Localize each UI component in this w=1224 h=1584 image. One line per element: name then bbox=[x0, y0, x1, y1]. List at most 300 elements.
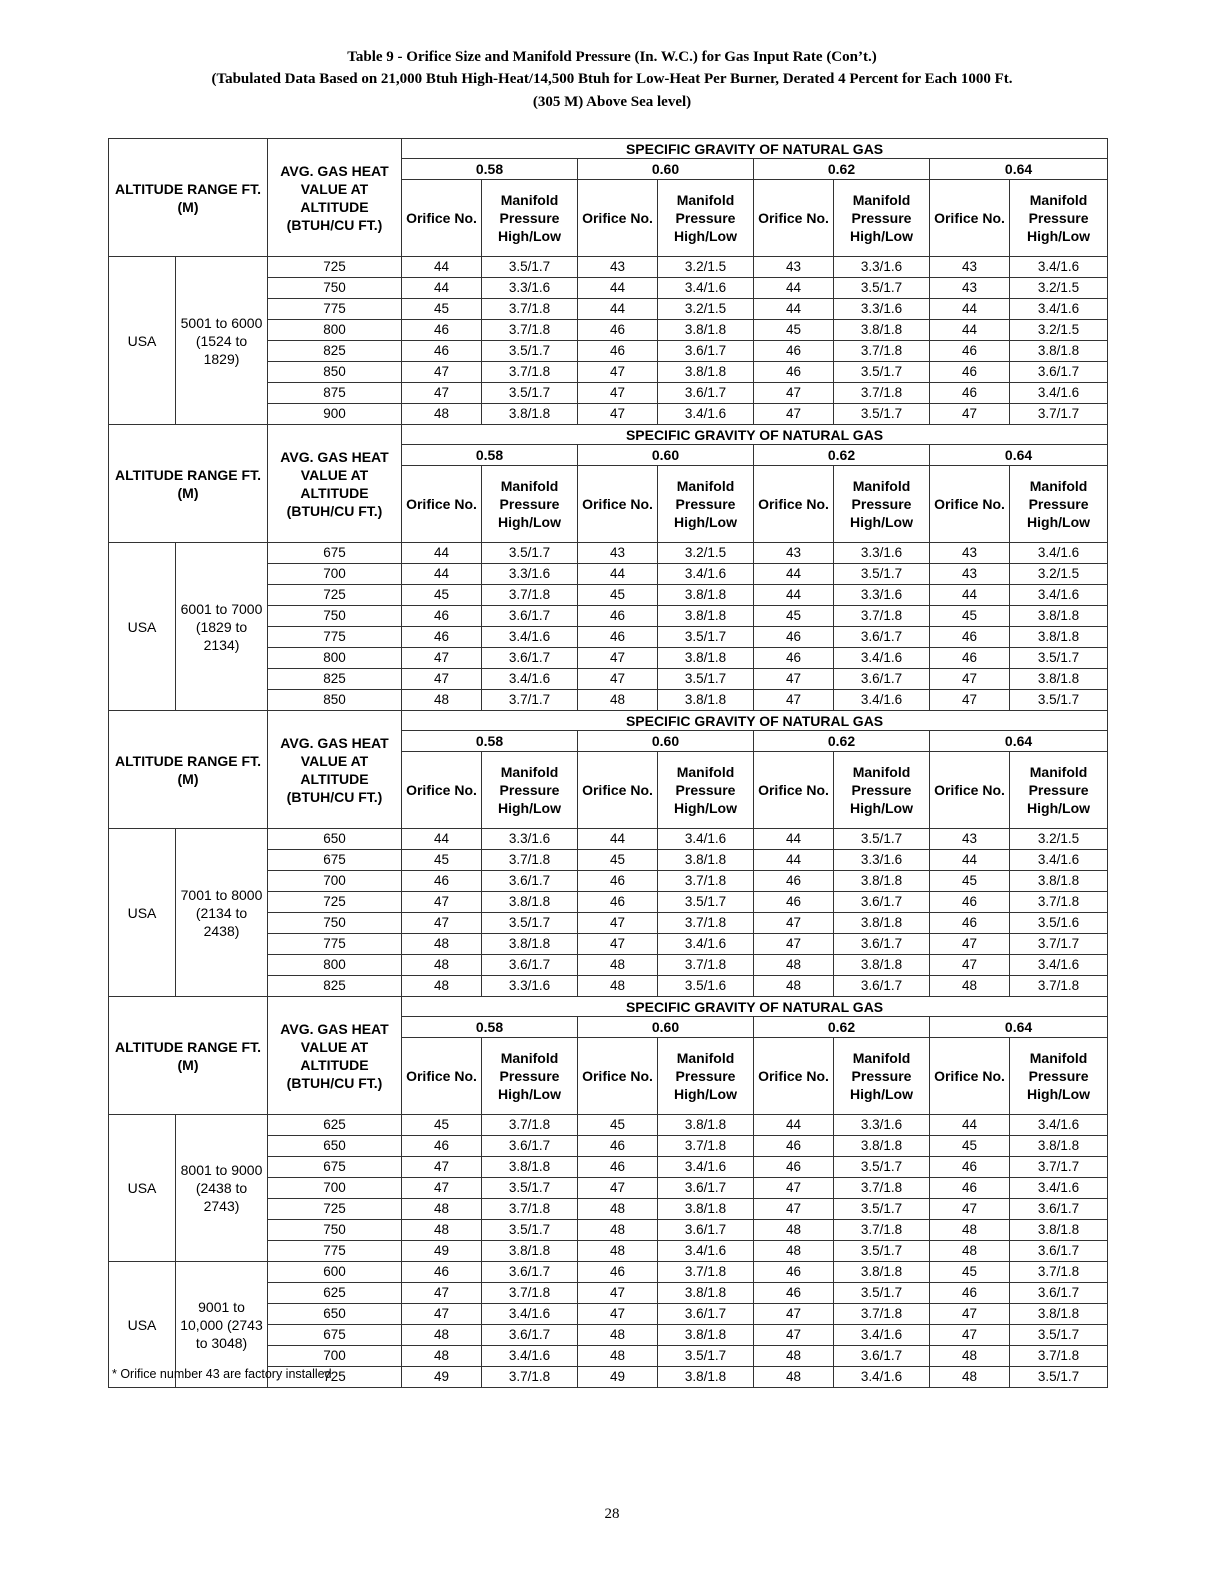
manifold-pressure-cell: 3.5/1.7 bbox=[834, 404, 930, 425]
manifold-pressure-cell: 3.8/1.8 bbox=[658, 850, 754, 871]
manifold-pressure-cell: 3.8/1.8 bbox=[1010, 1136, 1108, 1157]
manifold-pressure-cell: 3.8/1.8 bbox=[1010, 341, 1108, 362]
orifice-cell: 48 bbox=[754, 976, 834, 997]
orifice-cell: 46 bbox=[578, 341, 658, 362]
manifold-pressure-cell: 3.4/1.6 bbox=[482, 1346, 578, 1367]
manifold-pressure-cell: 3.6/1.7 bbox=[658, 341, 754, 362]
gravity-header: 0.62 bbox=[754, 159, 930, 180]
orifice-cell: 48 bbox=[578, 690, 658, 711]
heat-value-cell: 750 bbox=[268, 1220, 402, 1241]
orifice-cell: 48 bbox=[754, 955, 834, 976]
orifice-cell: 47 bbox=[754, 404, 834, 425]
altitude-range-header: ALTITUDE RANGE FT. (M) bbox=[109, 139, 268, 257]
manifold-pressure-cell: 3.7/1.8 bbox=[834, 1220, 930, 1241]
orifice-cell: 48 bbox=[930, 1220, 1010, 1241]
orifice-cell: 43 bbox=[930, 257, 1010, 278]
manifold-pressure-cell: 3.4/1.6 bbox=[834, 690, 930, 711]
orifice-cell: 48 bbox=[930, 976, 1010, 997]
orifice-cell: 47 bbox=[754, 934, 834, 955]
orifice-cell: 48 bbox=[754, 1367, 834, 1388]
altitude-range-header: ALTITUDE RANGE FT. (M) bbox=[109, 425, 268, 543]
manifold-pressure-cell: 3.6/1.7 bbox=[482, 955, 578, 976]
orifice-cell: 43 bbox=[930, 829, 1010, 850]
orifice-cell: 46 bbox=[402, 1262, 482, 1283]
orifice-cell: 46 bbox=[930, 1178, 1010, 1199]
manifold-pressure-cell: 3.7/1.7 bbox=[482, 690, 578, 711]
orifice-cell: 48 bbox=[578, 976, 658, 997]
manifold-pressure-cell: 3.4/1.6 bbox=[658, 404, 754, 425]
orifice-cell: 47 bbox=[930, 1199, 1010, 1220]
manifold-header: Manifold Pressure High/Low bbox=[658, 752, 754, 829]
orifice-cell: 46 bbox=[402, 1136, 482, 1157]
altitude-range-cell: 5001 to 6000 (1524 to 1829) bbox=[176, 257, 268, 425]
manifold-pressure-cell: 3.7/1.8 bbox=[482, 362, 578, 383]
avg-gas-heat-header: AVG. GAS HEAT VALUE AT ALTITUDE (BTUH/CU FT.) bbox=[268, 139, 402, 257]
manifold-pressure-cell: 3.8/1.8 bbox=[658, 585, 754, 606]
manifold-pressure-cell: 3.8/1.8 bbox=[1010, 669, 1108, 690]
header-row bbox=[109, 139, 1108, 159]
manifold-pressure-cell: 3.7/1.8 bbox=[658, 955, 754, 976]
heat-value-cell: 725 bbox=[268, 257, 402, 278]
manifold-pressure-cell: 3.7/1.7 bbox=[1010, 1157, 1108, 1178]
orifice-header: Orifice No. bbox=[754, 752, 834, 829]
heat-value-cell: 850 bbox=[268, 690, 402, 711]
table-subtitle-cont: (305 M) Above Sea level) bbox=[532, 94, 692, 110]
orifice-cell: 46 bbox=[754, 1136, 834, 1157]
manifold-pressure-cell: 3.7/1.8 bbox=[834, 341, 930, 362]
gravity-header: 0.60 bbox=[578, 731, 754, 752]
orifice-cell: 45 bbox=[754, 320, 834, 341]
manifold-pressure-cell: 3.7/1.8 bbox=[1010, 1262, 1108, 1283]
orifice-cell: 46 bbox=[754, 892, 834, 913]
manifold-pressure-cell: 3.8/1.8 bbox=[482, 892, 578, 913]
orifice-cell: 44 bbox=[578, 829, 658, 850]
orifice-header: Orifice No. bbox=[578, 1038, 658, 1115]
specific-gravity-header: SPECIFIC GRAVITY OF NATURAL GAS bbox=[402, 425, 1108, 445]
orifice-cell: 48 bbox=[578, 1325, 658, 1346]
heat-value-cell: 675 bbox=[268, 1325, 402, 1346]
manifold-pressure-cell: 3.5/1.7 bbox=[834, 1283, 930, 1304]
manifold-pressure-cell: 3.4/1.6 bbox=[834, 648, 930, 669]
orifice-cell: 46 bbox=[930, 648, 1010, 669]
orifice-cell: 46 bbox=[578, 1262, 658, 1283]
manifold-pressure-cell: 3.4/1.6 bbox=[1010, 585, 1108, 606]
orifice-cell: 47 bbox=[402, 383, 482, 404]
heat-value-cell: 650 bbox=[268, 1136, 402, 1157]
orifice-cell: 47 bbox=[930, 690, 1010, 711]
manifold-pressure-cell: 3.4/1.6 bbox=[1010, 1178, 1108, 1199]
manifold-pressure-cell: 3.6/1.7 bbox=[834, 892, 930, 913]
manifold-pressure-cell: 3.7/1.8 bbox=[482, 1199, 578, 1220]
orifice-cell: 48 bbox=[402, 1346, 482, 1367]
manifold-pressure-cell: 3.6/1.7 bbox=[1010, 362, 1108, 383]
manifold-pressure-cell: 3.8/1.8 bbox=[658, 1367, 754, 1388]
orifice-cell: 44 bbox=[930, 585, 1010, 606]
manifold-pressure-cell: 3.8/1.8 bbox=[658, 1199, 754, 1220]
orifice-cell: 47 bbox=[578, 404, 658, 425]
gravity-header: 0.58 bbox=[402, 445, 578, 466]
manifold-pressure-cell: 3.6/1.7 bbox=[834, 627, 930, 648]
orifice-cell: 47 bbox=[578, 383, 658, 404]
table-title: Table 9 - Orifice Size and Manifold Pressure (In. W.C.) for Gas Input Rate (Con’t.) bbox=[347, 49, 877, 65]
orifice-cell: 44 bbox=[578, 564, 658, 585]
orifice-cell: 49 bbox=[402, 1241, 482, 1262]
orifice-cell: 48 bbox=[930, 1241, 1010, 1262]
orifice-cell: 48 bbox=[402, 404, 482, 425]
gravity-header: 0.62 bbox=[754, 1017, 930, 1038]
orifice-cell: 44 bbox=[754, 278, 834, 299]
heat-value-cell: 625 bbox=[268, 1115, 402, 1136]
gravity-header: 0.60 bbox=[578, 445, 754, 466]
manifold-header: Manifold Pressure High/Low bbox=[658, 180, 754, 257]
manifold-pressure-cell: 3.5/1.7 bbox=[1010, 690, 1108, 711]
manifold-pressure-cell: 3.5/1.7 bbox=[658, 627, 754, 648]
manifold-pressure-cell: 3.8/1.8 bbox=[658, 1283, 754, 1304]
orifice-cell: 44 bbox=[930, 320, 1010, 341]
orifice-header: Orifice No. bbox=[578, 752, 658, 829]
altitude-range-header: ALTITUDE RANGE FT. (M) bbox=[109, 997, 268, 1115]
manifold-pressure-cell: 3.7/1.8 bbox=[482, 585, 578, 606]
manifold-pressure-cell: 3.4/1.6 bbox=[1010, 850, 1108, 871]
orifice-header: Orifice No. bbox=[754, 466, 834, 543]
orifice-cell: 43 bbox=[578, 543, 658, 564]
manifold-pressure-cell: 3.5/1.7 bbox=[1010, 1367, 1108, 1388]
orifice-cell: 46 bbox=[754, 1262, 834, 1283]
manifold-pressure-cell: 3.8/1.8 bbox=[658, 690, 754, 711]
manifold-pressure-cell: 3.5/1.7 bbox=[658, 669, 754, 690]
orifice-cell: 47 bbox=[578, 362, 658, 383]
altitude-range-cell: 7001 to 8000 (2134 to 2438) bbox=[176, 829, 268, 997]
orifice-cell: 43 bbox=[930, 564, 1010, 585]
manifold-pressure-cell: 3.7/1.7 bbox=[1010, 404, 1108, 425]
gravity-header: 0.64 bbox=[930, 159, 1108, 180]
gravity-header: 0.58 bbox=[402, 159, 578, 180]
manifold-pressure-cell: 3.3/1.6 bbox=[834, 257, 930, 278]
manifold-pressure-cell: 3.4/1.6 bbox=[834, 1325, 930, 1346]
manifold-pressure-cell: 3.6/1.7 bbox=[834, 976, 930, 997]
manifold-pressure-cell: 3.6/1.7 bbox=[482, 1325, 578, 1346]
manifold-pressure-cell: 3.3/1.6 bbox=[482, 829, 578, 850]
manifold-pressure-cell: 3.5/1.7 bbox=[834, 564, 930, 585]
region-cell: USA bbox=[109, 1262, 176, 1388]
heat-value-cell: 800 bbox=[268, 648, 402, 669]
manifold-pressure-cell: 3.6/1.7 bbox=[482, 1136, 578, 1157]
orifice-cell: 46 bbox=[754, 871, 834, 892]
orifice-cell: 46 bbox=[402, 606, 482, 627]
gravity-header: 0.62 bbox=[754, 445, 930, 466]
manifold-pressure-cell: 3.2/1.5 bbox=[1010, 564, 1108, 585]
gravity-header: 0.64 bbox=[930, 445, 1108, 466]
heat-value-cell: 750 bbox=[268, 913, 402, 934]
manifold-pressure-cell: 3.5/1.6 bbox=[1010, 913, 1108, 934]
orifice-cell: 46 bbox=[930, 362, 1010, 383]
manifold-pressure-cell: 3.5/1.7 bbox=[834, 1241, 930, 1262]
orifice-cell: 49 bbox=[578, 1367, 658, 1388]
orifice-cell: 47 bbox=[754, 1199, 834, 1220]
heat-value-cell: 775 bbox=[268, 299, 402, 320]
manifold-pressure-cell: 3.7/1.8 bbox=[1010, 892, 1108, 913]
orifice-cell: 44 bbox=[754, 564, 834, 585]
header-row bbox=[109, 425, 1108, 445]
manifold-pressure-cell: 3.4/1.6 bbox=[658, 278, 754, 299]
orifice-cell: 43 bbox=[754, 257, 834, 278]
region-cell: USA bbox=[109, 829, 176, 997]
orifice-cell: 48 bbox=[754, 1241, 834, 1262]
orifice-cell: 47 bbox=[402, 1283, 482, 1304]
manifold-pressure-cell: 3.6/1.7 bbox=[658, 1304, 754, 1325]
orifice-cell: 48 bbox=[402, 934, 482, 955]
manifold-pressure-cell: 3.8/1.8 bbox=[1010, 1304, 1108, 1325]
orifice-cell: 44 bbox=[578, 299, 658, 320]
table-row bbox=[109, 257, 1108, 278]
orifice-cell: 47 bbox=[402, 362, 482, 383]
gravity-header: 0.60 bbox=[578, 1017, 754, 1038]
manifold-pressure-cell: 3.3/1.6 bbox=[482, 976, 578, 997]
manifold-pressure-cell: 3.5/1.7 bbox=[482, 543, 578, 564]
orifice-cell: 47 bbox=[402, 1178, 482, 1199]
orifice-cell: 47 bbox=[578, 648, 658, 669]
orifice-cell: 46 bbox=[930, 341, 1010, 362]
orifice-cell: 46 bbox=[578, 627, 658, 648]
orifice-cell: 47 bbox=[930, 404, 1010, 425]
specific-gravity-header: SPECIFIC GRAVITY OF NATURAL GAS bbox=[402, 711, 1108, 731]
orifice-header: Orifice No. bbox=[578, 180, 658, 257]
heat-value-cell: 725 bbox=[268, 585, 402, 606]
heat-value-cell: 750 bbox=[268, 606, 402, 627]
page-number: 28 bbox=[604, 1506, 620, 1522]
orifice-cell: 47 bbox=[754, 383, 834, 404]
manifold-pressure-cell: 3.5/1.7 bbox=[482, 913, 578, 934]
orifice-cell: 44 bbox=[754, 850, 834, 871]
altitude-range-cell: 9001 to 10,000 (2743 to 3048) bbox=[176, 1262, 268, 1388]
orifice-cell: 47 bbox=[578, 934, 658, 955]
orifice-cell: 43 bbox=[930, 543, 1010, 564]
heat-value-cell: 700 bbox=[268, 871, 402, 892]
heat-value-cell: 700 bbox=[268, 564, 402, 585]
manifold-pressure-cell: 3.4/1.6 bbox=[1010, 383, 1108, 404]
manifold-pressure-cell: 3.8/1.8 bbox=[834, 1136, 930, 1157]
orifice-cell: 47 bbox=[578, 1304, 658, 1325]
gravity-header: 0.58 bbox=[402, 731, 578, 752]
orifice-cell: 46 bbox=[402, 871, 482, 892]
orifice-cell: 43 bbox=[754, 543, 834, 564]
manifold-pressure-cell: 3.7/1.7 bbox=[1010, 934, 1108, 955]
orifice-cell: 48 bbox=[402, 690, 482, 711]
manifold-pressure-cell: 3.8/1.8 bbox=[658, 320, 754, 341]
manifold-pressure-cell: 3.7/1.8 bbox=[834, 383, 930, 404]
orifice-header: Orifice No. bbox=[578, 466, 658, 543]
manifold-pressure-cell: 3.2/1.5 bbox=[1010, 278, 1108, 299]
manifold-header: Manifold Pressure High/Low bbox=[834, 752, 930, 829]
manifold-pressure-cell: 3.5/1.7 bbox=[482, 1220, 578, 1241]
manifold-pressure-cell: 3.8/1.8 bbox=[658, 1115, 754, 1136]
manifold-pressure-cell: 3.6/1.7 bbox=[834, 669, 930, 690]
heat-value-cell: 775 bbox=[268, 934, 402, 955]
manifold-pressure-cell: 3.8/1.8 bbox=[658, 606, 754, 627]
orifice-cell: 48 bbox=[578, 1220, 658, 1241]
orifice-cell: 48 bbox=[754, 1346, 834, 1367]
orifice-cell: 45 bbox=[402, 299, 482, 320]
orifice-cell: 47 bbox=[578, 1283, 658, 1304]
header-row bbox=[109, 711, 1108, 731]
orifice-cell: 45 bbox=[578, 850, 658, 871]
region-cell: USA bbox=[109, 543, 176, 711]
manifold-pressure-cell: 3.5/1.7 bbox=[834, 1157, 930, 1178]
orifice-cell: 44 bbox=[754, 585, 834, 606]
orifice-header: Orifice No. bbox=[402, 752, 482, 829]
orifice-cell: 45 bbox=[578, 1115, 658, 1136]
manifold-pressure-cell: 3.7/1.8 bbox=[658, 871, 754, 892]
heat-value-cell: 800 bbox=[268, 320, 402, 341]
manifold-pressure-cell: 3.8/1.8 bbox=[1010, 606, 1108, 627]
heat-value-cell: 675 bbox=[268, 850, 402, 871]
manifold-header: Manifold Pressure High/Low bbox=[1010, 752, 1108, 829]
manifold-pressure-cell: 3.5/1.7 bbox=[658, 892, 754, 913]
orifice-cell: 44 bbox=[754, 299, 834, 320]
orifice-header: Orifice No. bbox=[930, 180, 1010, 257]
specific-gravity-header: SPECIFIC GRAVITY OF NATURAL GAS bbox=[402, 997, 1108, 1017]
orifice-cell: 48 bbox=[578, 1199, 658, 1220]
manifold-pressure-cell: 3.7/1.8 bbox=[1010, 1346, 1108, 1367]
manifold-pressure-cell: 3.7/1.8 bbox=[658, 1262, 754, 1283]
manifold-pressure-cell: 3.4/1.6 bbox=[1010, 543, 1108, 564]
avg-gas-heat-header: AVG. GAS HEAT VALUE AT ALTITUDE (BTUH/CU FT.) bbox=[268, 425, 402, 543]
manifold-pressure-cell: 3.8/1.8 bbox=[1010, 871, 1108, 892]
table-row bbox=[109, 829, 1108, 850]
heat-value-cell: 600 bbox=[268, 1262, 402, 1283]
avg-gas-heat-header: AVG. GAS HEAT VALUE AT ALTITUDE (BTUH/CU FT.) bbox=[268, 997, 402, 1115]
manifold-pressure-cell: 3.8/1.8 bbox=[834, 871, 930, 892]
manifold-header: Manifold Pressure High/Low bbox=[1010, 1038, 1108, 1115]
manifold-pressure-cell: 3.7/1.8 bbox=[658, 1136, 754, 1157]
heat-value-cell: 875 bbox=[268, 383, 402, 404]
manifold-pressure-cell: 3.2/1.5 bbox=[658, 257, 754, 278]
region-cell: USA bbox=[109, 1115, 176, 1262]
orifice-cell: 46 bbox=[930, 383, 1010, 404]
altitude-range-header: ALTITUDE RANGE FT. (M) bbox=[109, 711, 268, 829]
heat-value-cell: 750 bbox=[268, 278, 402, 299]
manifold-pressure-cell: 3.6/1.7 bbox=[1010, 1241, 1108, 1262]
manifold-pressure-cell: 3.4/1.6 bbox=[482, 627, 578, 648]
heat-value-cell: 650 bbox=[268, 829, 402, 850]
manifold-header: Manifold Pressure High/Low bbox=[834, 466, 930, 543]
orifice-cell: 48 bbox=[402, 1220, 482, 1241]
orifice-cell: 44 bbox=[754, 829, 834, 850]
orifice-cell: 49 bbox=[402, 1367, 482, 1388]
orifice-cell: 48 bbox=[930, 1346, 1010, 1367]
manifold-pressure-cell: 3.8/1.8 bbox=[658, 1325, 754, 1346]
manifold-pressure-cell: 3.6/1.7 bbox=[482, 606, 578, 627]
orifice-cell: 44 bbox=[402, 564, 482, 585]
manifold-pressure-cell: 3.2/1.5 bbox=[1010, 829, 1108, 850]
orifice-cell: 47 bbox=[754, 690, 834, 711]
orifice-cell: 44 bbox=[930, 850, 1010, 871]
orifice-cell: 48 bbox=[578, 1346, 658, 1367]
manifold-header: Manifold Pressure High/Low bbox=[482, 180, 578, 257]
orifice-cell: 44 bbox=[402, 257, 482, 278]
manifold-pressure-cell: 3.3/1.6 bbox=[834, 585, 930, 606]
manifold-pressure-cell: 3.5/1.7 bbox=[834, 1199, 930, 1220]
manifold-header: Manifold Pressure High/Low bbox=[482, 1038, 578, 1115]
orifice-cell: 46 bbox=[930, 913, 1010, 934]
manifold-pressure-cell: 3.7/1.8 bbox=[482, 1367, 578, 1388]
manifold-pressure-cell: 3.5/1.7 bbox=[482, 257, 578, 278]
orifice-cell: 48 bbox=[578, 955, 658, 976]
manifold-pressure-cell: 3.5/1.7 bbox=[1010, 648, 1108, 669]
manifold-pressure-cell: 3.6/1.7 bbox=[1010, 1199, 1108, 1220]
altitude-range-cell: 6001 to 7000 (1829 to 2134) bbox=[176, 543, 268, 711]
heat-value-cell: 725 bbox=[268, 892, 402, 913]
orifice-cell: 47 bbox=[402, 1157, 482, 1178]
heat-value-cell: 825 bbox=[268, 976, 402, 997]
manifold-pressure-cell: 3.4/1.6 bbox=[482, 1304, 578, 1325]
table-subtitle: (Tabulated Data Based on 21,000 Btuh High-Heat/14,500 Btuh for Low-Heat Per Burner, Derated 4 Percent for Each 1000 Ft. bbox=[211, 71, 1013, 87]
orifice-cell: 47 bbox=[754, 913, 834, 934]
orifice-cell: 46 bbox=[754, 1157, 834, 1178]
orifice-cell: 47 bbox=[402, 648, 482, 669]
orifice-cell: 46 bbox=[578, 320, 658, 341]
manifold-header: Manifold Pressure High/Low bbox=[658, 1038, 754, 1115]
orifice-cell: 44 bbox=[930, 299, 1010, 320]
orifice-cell: 47 bbox=[930, 669, 1010, 690]
manifold-pressure-cell: 3.7/1.8 bbox=[658, 913, 754, 934]
orifice-cell: 45 bbox=[402, 585, 482, 606]
manifold-pressure-cell: 3.4/1.6 bbox=[658, 1241, 754, 1262]
orifice-cell: 47 bbox=[402, 1304, 482, 1325]
heat-value-cell: 625 bbox=[268, 1283, 402, 1304]
orifice-cell: 44 bbox=[754, 1115, 834, 1136]
orifice-header: Orifice No. bbox=[754, 1038, 834, 1115]
manifold-pressure-cell: 3.8/1.8 bbox=[482, 1157, 578, 1178]
manifold-pressure-cell: 3.3/1.6 bbox=[482, 278, 578, 299]
manifold-pressure-cell: 3.7/1.8 bbox=[834, 606, 930, 627]
gravity-header: 0.62 bbox=[754, 731, 930, 752]
orifice-cell: 45 bbox=[930, 1262, 1010, 1283]
orifice-cell: 47 bbox=[402, 913, 482, 934]
manifold-pressure-cell: 3.3/1.6 bbox=[834, 1115, 930, 1136]
orifice-cell: 44 bbox=[930, 1115, 1010, 1136]
orifice-cell: 46 bbox=[578, 1136, 658, 1157]
manifold-pressure-cell: 3.8/1.8 bbox=[1010, 627, 1108, 648]
manifold-pressure-cell: 3.7/1.8 bbox=[834, 1178, 930, 1199]
manifold-pressure-cell: 3.5/1.7 bbox=[482, 383, 578, 404]
manifold-pressure-cell: 3.7/1.8 bbox=[482, 320, 578, 341]
heat-value-cell: 800 bbox=[268, 955, 402, 976]
manifold-pressure-cell: 3.3/1.6 bbox=[834, 299, 930, 320]
orifice-cell: 46 bbox=[402, 341, 482, 362]
heat-value-cell: 650 bbox=[268, 1304, 402, 1325]
orifice-cell: 44 bbox=[402, 278, 482, 299]
orifice-cell: 48 bbox=[402, 1199, 482, 1220]
manifold-pressure-cell: 3.8/1.8 bbox=[482, 934, 578, 955]
orifice-cell: 47 bbox=[402, 892, 482, 913]
orifice-pressure-table bbox=[108, 138, 1108, 1388]
orifice-cell: 45 bbox=[754, 606, 834, 627]
manifold-pressure-cell: 3.3/1.6 bbox=[834, 543, 930, 564]
manifold-pressure-cell: 3.4/1.6 bbox=[1010, 257, 1108, 278]
manifold-pressure-cell: 3.6/1.7 bbox=[482, 1262, 578, 1283]
altitude-range-cell: 8001 to 9000 (2438 to 2743) bbox=[176, 1115, 268, 1262]
orifice-header: Orifice No. bbox=[754, 180, 834, 257]
heat-value-cell: 825 bbox=[268, 341, 402, 362]
heat-value-cell: 825 bbox=[268, 669, 402, 690]
orifice-cell: 47 bbox=[402, 669, 482, 690]
manifold-pressure-cell: 3.8/1.8 bbox=[834, 913, 930, 934]
orifice-cell: 48 bbox=[402, 976, 482, 997]
manifold-header: Manifold Pressure High/Low bbox=[1010, 180, 1108, 257]
orifice-cell: 46 bbox=[402, 320, 482, 341]
manifold-header: Manifold Pressure High/Low bbox=[834, 1038, 930, 1115]
